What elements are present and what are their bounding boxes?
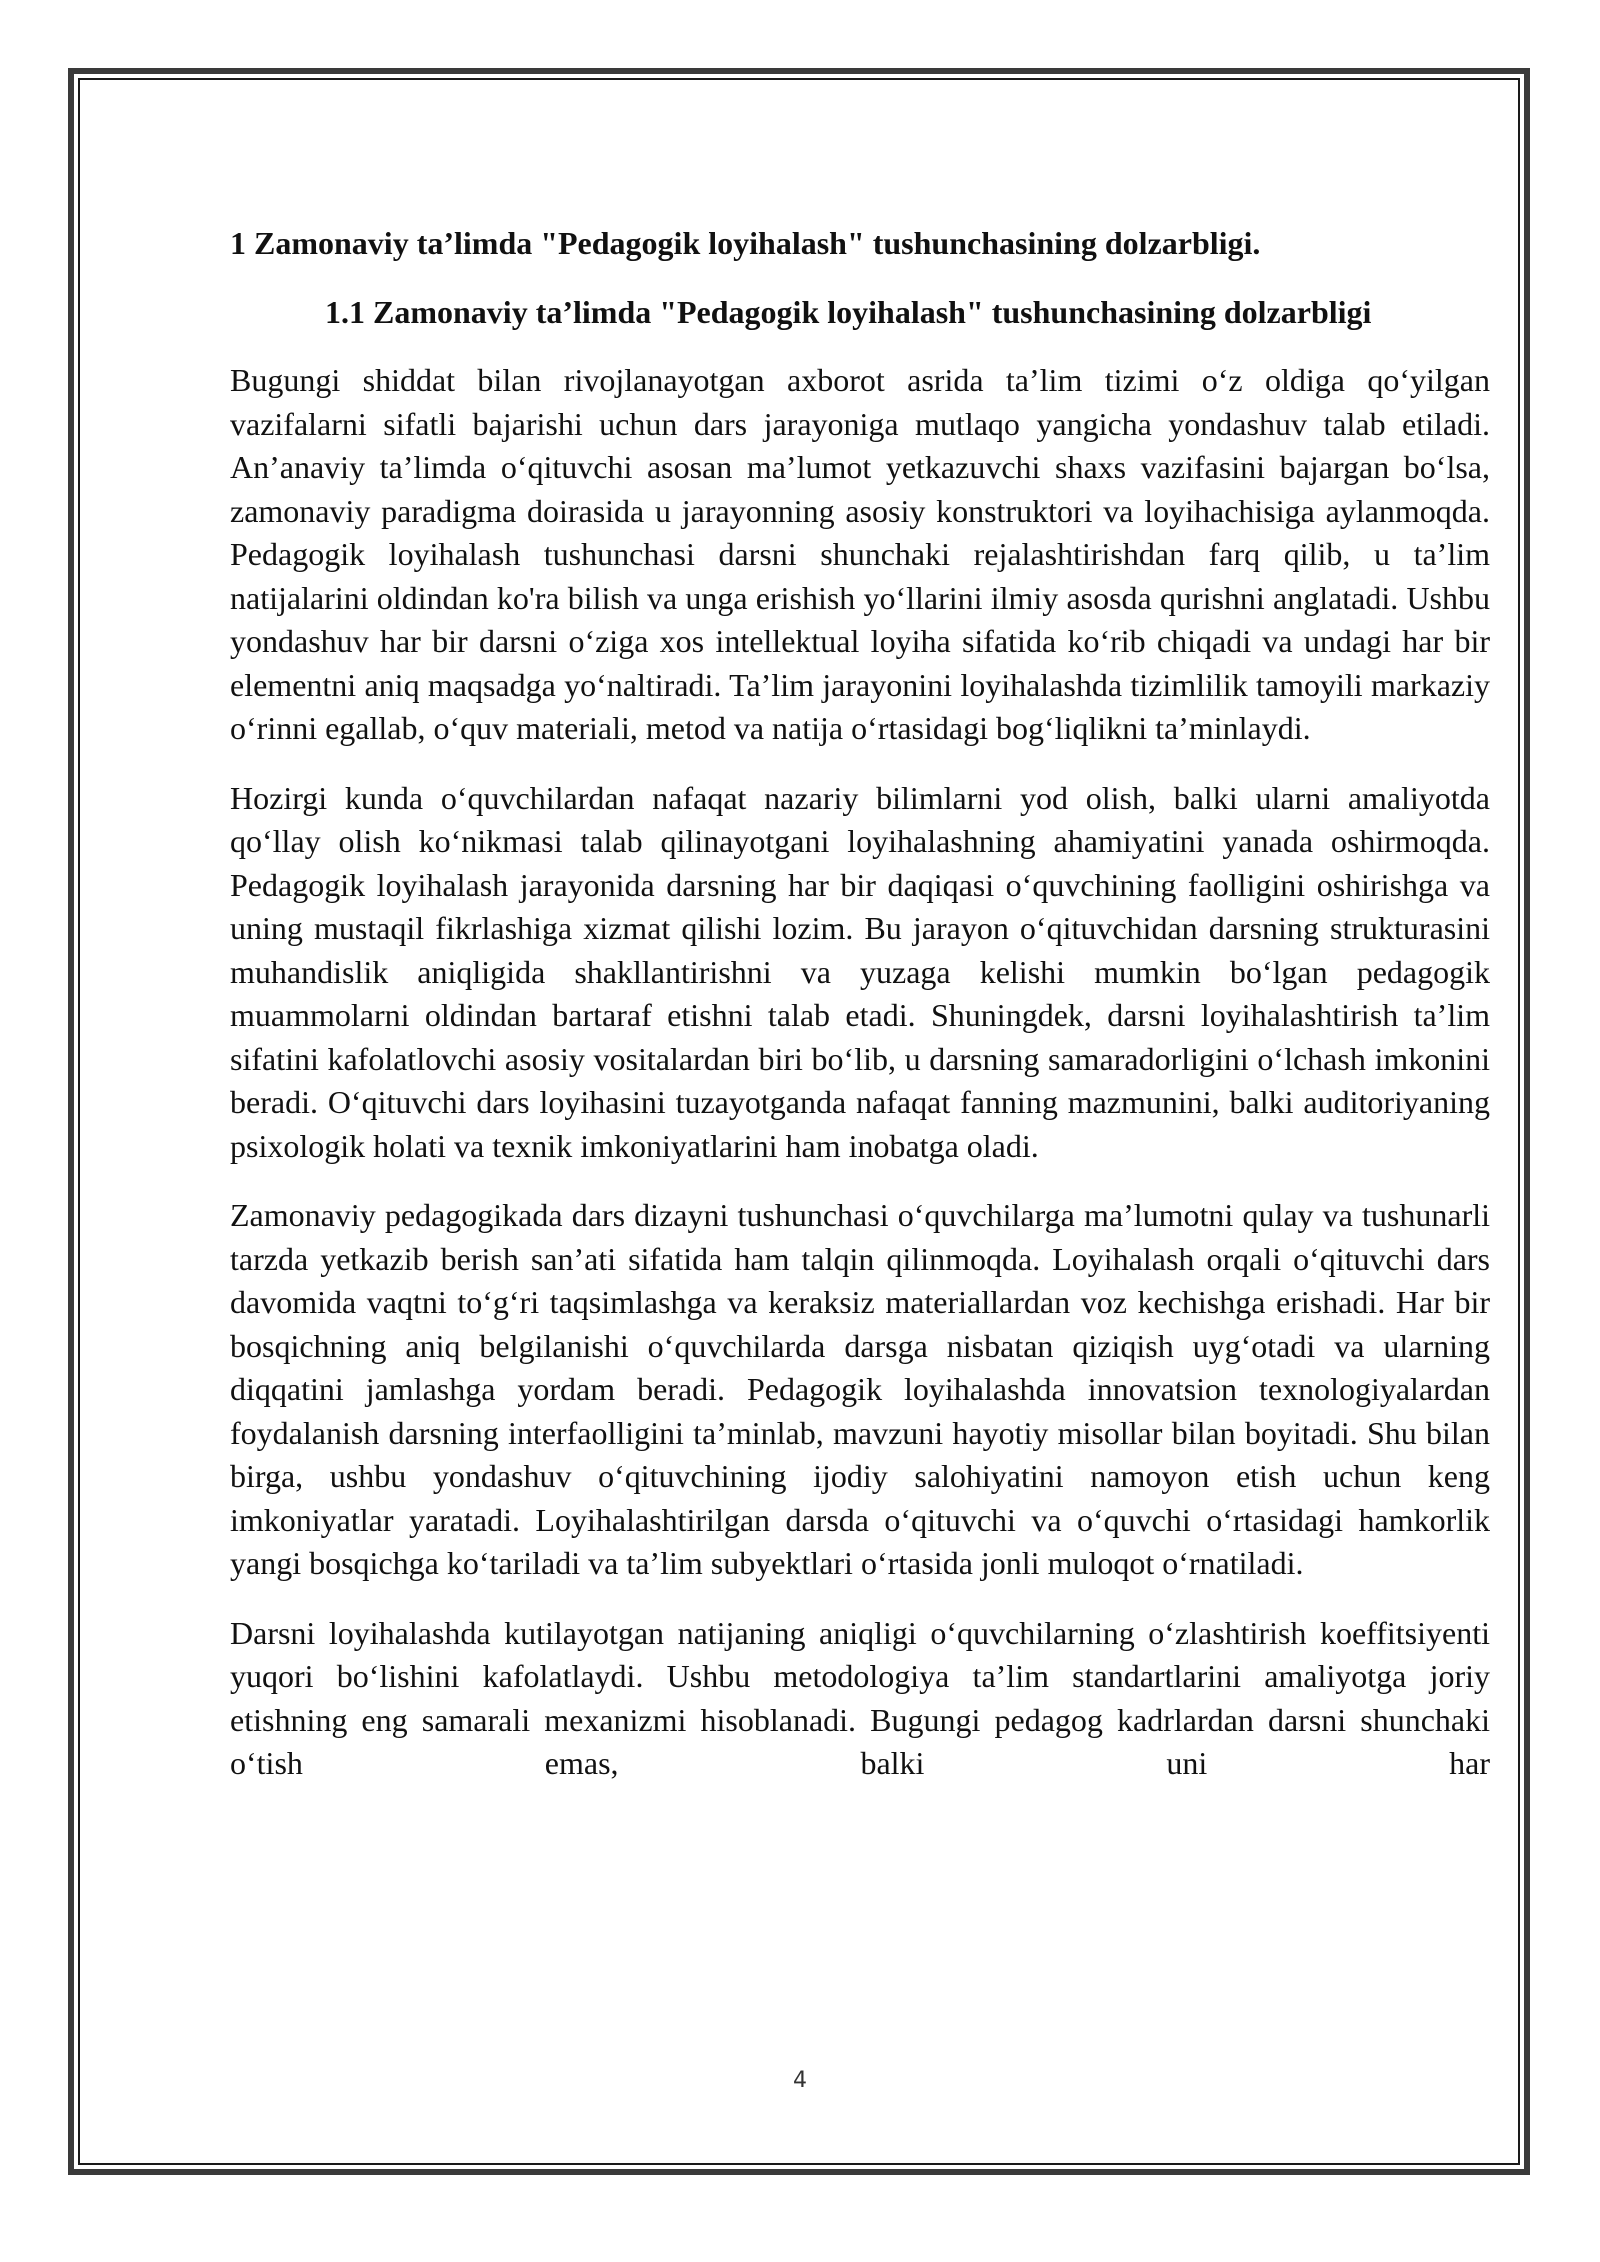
- paragraph-1: Bugungi shiddat bilan rivojlanayotgan axborot asrida ta’lim tizimi o‘z oldiga qo‘yilgan vazifalarni sifatli bajarishi uchun dars jarayoniga mutlaqo yangicha yondashuv talab etiladi. An’anaviy ta’limda o‘qituvchi asosan ma’lumot yetkazuvchi shaxs vazifasini bajargan bo‘lsa, zamonaviy paradigma doirasida u jarayonning asosiy konstruktori va loyihachisiga aylanmoqda. Pedagogik loyihalash tushunchasi darsni shunchaki rejalashtirishdan farq qilib, u ta’lim natijalarini oldindan ko'ra bilish va unga erishish yo‘llarini ilmiy asosda qurishni anglatadi. Ushbu yondashuv har bir darsni o‘ziga xos intellektual loyiha sifatida ko‘rib chiqadi va undagi har bir elementni aniq maqsadga yo‘naltiradi. Ta’lim jarayonini loyihalashda tizimlilik tamoyili markaziy o‘rinni egallab, o‘quv materiali, metod va natija o‘rtasidagi bog‘liqlikni ta’minlaydi.: [230, 362, 1490, 746]
- paragraph-4: Darsni loyihalashda kutilayotgan natijaning aniqligi o‘quvchilarning o‘zlashtirish koeffitsiyenti yuqori bo‘lishini kafolatlaydi. Ushbu metodologiya ta’lim standartlarini amaliyotga joriy etishning eng samarali mexanizmi hisoblanadi. Bugungi pedagog kadrlardan darsni shunchaki o‘tish emas, balki uni har: [230, 1614, 1490, 1781]
- page-number: 4: [793, 2068, 807, 2093]
- chapter-heading: 1 Zamonaviy ta’limda "Pedagogik loyihalash" tushunchasining dolzarbligi.: [230, 225, 1261, 261]
- paragraph-2: Hozirgi kunda o‘quvchilardan nafaqat nazariy bilimlarni yod olish, balki ularni amaliyotda qo‘llay olish ko‘nikmasi talab qilinayotgani loyihalashning ahamiyatini yanada oshirmoqda. Pedagogik loyihalash jarayonida darsning har bir daqiqasi o‘quvchining faolligini oshirishga va uning mustaqil fikrlashiga xizmat qilishi lozim. Bu jarayon o‘qituvchidan darsning strukturasini muhandislik aniqligida shakllantirishni va yuzaga kelishi mumkin bo‘lgan pedagogik muammolarni oldindan bartaraf etishni talab etadi. Shuningdek, darsni loyihalashtirish ta’lim sifatini kafolatlovchi asosiy vositalardan biri bo‘lib, u darsning samaradorligini o‘lchash imkonini beradi. O‘qituvchi dars loyihasini tuzayotganda nafaqat fanning mazmunini, balki auditoriyaning psixologik holati va texnik imkoniyatlarini ham inobatga oladi.: [230, 779, 1490, 1164]
- document-body: [230, 222, 1490, 1786]
- paragraph-3: Zamonaviy pedagogikada dars dizayni tushunchasi o‘quvchilarga ma’lumotni qulay va tushunarli tarzda yetkazib berish san’ati sifatida ham talqin qilinmoqda. Loyihalash orqali o‘qituvchi dars davomida vaqtni to‘g‘ri taqsimlashga va keraksiz materiallardan voz kechishga erishadi. Har bir bosqichning aniq belgilanishi o‘quvchilarda darsga nisbatan qiziqish uyg‘otadi va ularning diqqatini jamlashga yordam beradi. Pedagogik loyihalashda innovatsion texnologiyalardan foydalanish darsning interfaolligini ta’minlab, mavzuni hayotiy misollar bilan boyitadi. Shu bilan birga, ushbu yondashuv o‘qituvchining ijodiy salohiyatini namoyon etish uchun keng imkoniyatlar yaratadi. Loyihalashtirilgan darsda o‘qituvchi va o‘quvchi o‘rtasidagi hamkorlik yangi bosqichga ko‘tariladi va ta’lim subyektlari o‘rtasida jonli muloqot o‘rnatiladi.: [230, 1197, 1490, 1581]
- section-heading: 1.1 Zamonaviy ta’limda "Pedagogik loyihalash" tushunchasining dolzarbligi: [325, 294, 1372, 330]
